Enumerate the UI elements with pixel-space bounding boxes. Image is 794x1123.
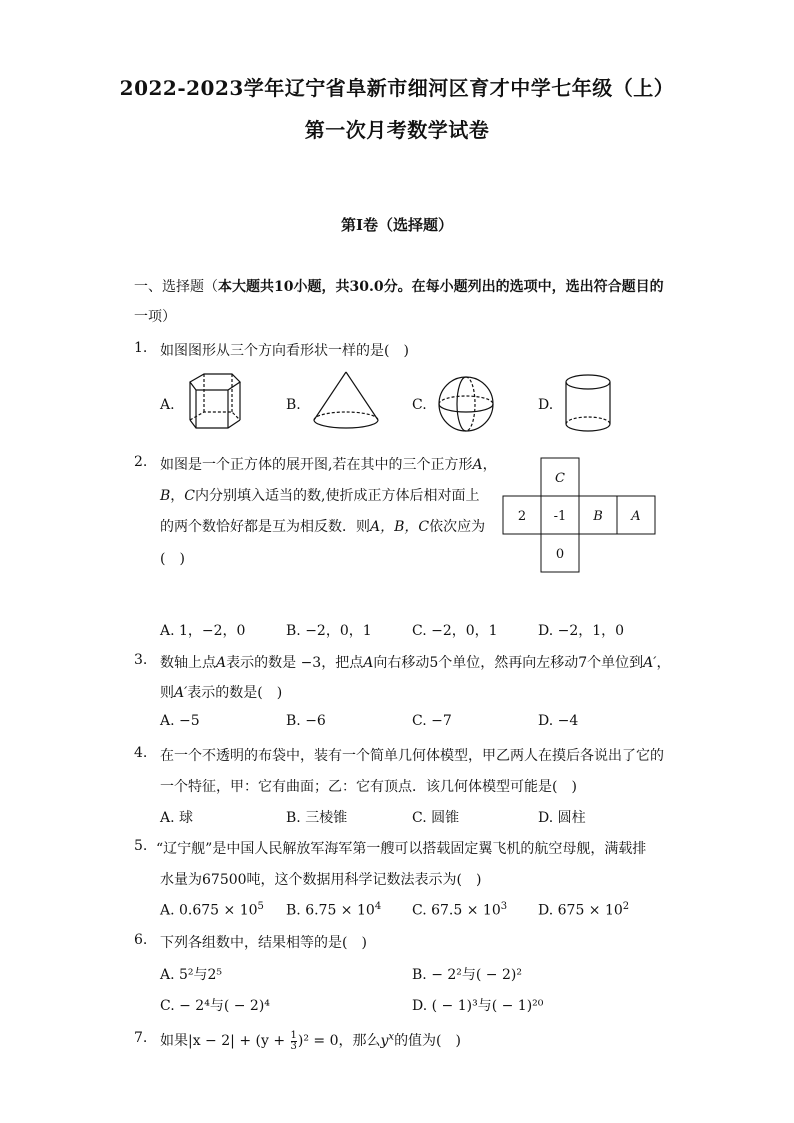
q5-option-c-exp: 3 bbox=[500, 901, 508, 912]
q3-var-a-2: A bbox=[363, 655, 374, 671]
part1-heading-prefix: 一、选择题（ bbox=[134, 279, 218, 295]
q2-line1-text: 如图是一个正方体的展开图,若在其中的三个正方形 bbox=[160, 457, 473, 473]
q3-line1-mid2: 向右移动5个单位，然再向左移动7个单位到 bbox=[373, 655, 644, 671]
net-cell-b: B bbox=[593, 509, 603, 524]
q7-post: 的值为( ) bbox=[394, 1033, 461, 1049]
q5-line2: 水量为67500吨，这个数据用科学记数法表示为( ) bbox=[160, 872, 482, 888]
q1-text: 如图图形从三个方向看形状一样的是( ) bbox=[160, 343, 409, 359]
net-cell-a: A bbox=[631, 509, 641, 524]
q2-sep: ， bbox=[170, 488, 185, 504]
q5-option-b bbox=[286, 901, 381, 919]
q6-number: 6. bbox=[134, 932, 148, 948]
q5-option-a-base: A. 0.675 × 10 bbox=[160, 902, 258, 919]
q5-option-d-exp: 2 bbox=[622, 901, 630, 912]
q2-line2-rest: 内分别填入适当的数,使折成正方体后相对面上 bbox=[195, 488, 480, 504]
q6-option-c: C. − 2⁴与( − 2)⁴ bbox=[160, 998, 270, 1014]
q1-option-d-label: D. bbox=[538, 397, 554, 413]
part1-heading-bold: 本大题共10小题，共30.0分。在每小题列出的选项中，选出符合题目的 bbox=[218, 279, 664, 295]
q4-option-c: C. 圆锥 bbox=[412, 810, 460, 826]
q5-line1: “辽宁舰”是中国人民解放军海军第一艘可以搭载固定翼飞机的航空母舰，满载排 bbox=[156, 841, 647, 857]
sphere-icon bbox=[436, 374, 496, 434]
q7-mid: )² = 0，那么 bbox=[297, 1033, 381, 1049]
q5-option-c bbox=[412, 901, 507, 919]
document-title-line2: 第一次月考数学试卷 bbox=[304, 118, 490, 142]
q5-option-b-exp: 4 bbox=[374, 901, 382, 912]
cylinder-icon bbox=[562, 372, 614, 436]
q3-option-a: A. −5 bbox=[160, 713, 200, 729]
net-cell-0: 0 bbox=[555, 547, 565, 562]
q5-option-d-base: D. 675 × 10 bbox=[538, 902, 623, 919]
q3-var-a: A bbox=[216, 655, 227, 671]
q7-base: y bbox=[380, 1033, 389, 1049]
q3-var-a-prime: A′ bbox=[643, 655, 657, 671]
q4-line2: 一个特征，甲：它有曲面；乙：它有顶点．该几何体模型可能是( ) bbox=[160, 779, 577, 795]
q3-line1-mid1: 表示的数是 −3，把点 bbox=[226, 655, 364, 671]
q2-line4: ( ) bbox=[160, 551, 185, 567]
q4-option-d: D. 圆柱 bbox=[538, 810, 586, 826]
q5-option-a-exp: 5 bbox=[257, 901, 264, 912]
q7-pre: 如果|x − 2| + (y + bbox=[160, 1033, 290, 1049]
q2-var-c: C bbox=[184, 488, 196, 504]
q4-number: 4. bbox=[134, 745, 148, 761]
q4-line1: 在一个不透明的布袋中，装有一个简单几何体模型，甲乙两人在摸后各说出了它的 bbox=[160, 748, 664, 764]
q2-line3-post: 依次应为 bbox=[429, 519, 486, 535]
q2-option-a: A. 1，−2，0 bbox=[160, 623, 246, 639]
part1-heading bbox=[134, 276, 664, 296]
q6-option-a: A. 5²与2⁵ bbox=[160, 967, 223, 983]
q5-option-b-base: B. 6.75 × 10 bbox=[286, 902, 375, 919]
net-cell-c: C bbox=[555, 471, 565, 486]
q7-fraction bbox=[291, 1031, 297, 1052]
q6-text: 下列各组数中，结果相等的是( ) bbox=[160, 935, 367, 951]
hexagonal-prism-icon bbox=[182, 370, 246, 434]
q2-line1: 如图是一个正方体的展开图,若在其中的三个正方形A， bbox=[160, 457, 497, 473]
q3-option-c: C. −7 bbox=[412, 713, 452, 729]
q2-line3 bbox=[160, 516, 485, 536]
q7-exp: x bbox=[388, 1031, 395, 1043]
cone-icon bbox=[308, 368, 384, 434]
q5-number: 5. bbox=[134, 838, 148, 854]
q1-option-a-label: A. bbox=[160, 397, 175, 413]
q2-option-d: D. −2，1，0 bbox=[538, 623, 625, 639]
q3-line1: 数轴上点A表示的数是 −3，把点A向右移动5个单位，然再向左移动7个单位到A′， bbox=[160, 655, 671, 671]
q1-option-c-label: C. bbox=[412, 397, 427, 413]
q1-number: 1. bbox=[134, 340, 148, 356]
q2-line3-pre: 的两个数恰好都是互为相反数．则 bbox=[160, 519, 370, 535]
q3-line2-post: 表示的数是( ) bbox=[187, 685, 283, 701]
q3-line1-pre: 数轴上点 bbox=[160, 655, 216, 671]
document-title-line1: 2022-2023学年辽宁省阜新市细河区育才中学七年级（上） bbox=[119, 76, 675, 100]
q7-frac-den: 3 bbox=[290, 1040, 297, 1052]
section-title: 第I卷（选择题） bbox=[340, 216, 454, 234]
cube-net-diagram bbox=[500, 456, 662, 576]
net-cell-minus1: -1 bbox=[553, 509, 567, 524]
part1-heading-line2: 一项） bbox=[134, 309, 176, 325]
q3-line2 bbox=[160, 682, 282, 702]
q7-number: 7. bbox=[134, 1030, 148, 1046]
q6-option-d: D. ( − 1)³与( − 1)²⁰ bbox=[412, 998, 544, 1014]
q2-number: 2. bbox=[134, 454, 148, 470]
q2-line3-vars: A，B，C bbox=[370, 519, 430, 535]
q4-option-a: A. 球 bbox=[160, 810, 194, 826]
net-cell-2: 2 bbox=[517, 509, 527, 524]
q6-option-b: B. − 2²与( − 2)² bbox=[412, 967, 522, 983]
q3-line2-pre: 则 bbox=[160, 685, 174, 701]
q1-option-b-label: B. bbox=[286, 397, 301, 413]
q2-line2 bbox=[160, 485, 479, 505]
q2-option-c: C. −2，0，1 bbox=[412, 623, 498, 639]
q5-option-a bbox=[160, 901, 264, 919]
q7-text bbox=[160, 1030, 461, 1052]
q5-option-c-base: C. 67.5 × 10 bbox=[412, 902, 501, 919]
q2-var-b: B bbox=[160, 488, 171, 504]
q3-option-b: B. −6 bbox=[286, 713, 326, 729]
q3-var-a-prime-2: A′ bbox=[174, 685, 188, 701]
q3-number: 3. bbox=[134, 652, 148, 668]
q3-option-d: D. −4 bbox=[538, 713, 579, 729]
q2-var-a: A bbox=[472, 457, 483, 473]
q4-option-b: B. 三棱锥 bbox=[286, 810, 348, 826]
q7-frac-num: 1 bbox=[290, 1029, 297, 1041]
q5-option-d bbox=[538, 901, 629, 919]
q2-option-b: B. −2，0，1 bbox=[286, 623, 372, 639]
